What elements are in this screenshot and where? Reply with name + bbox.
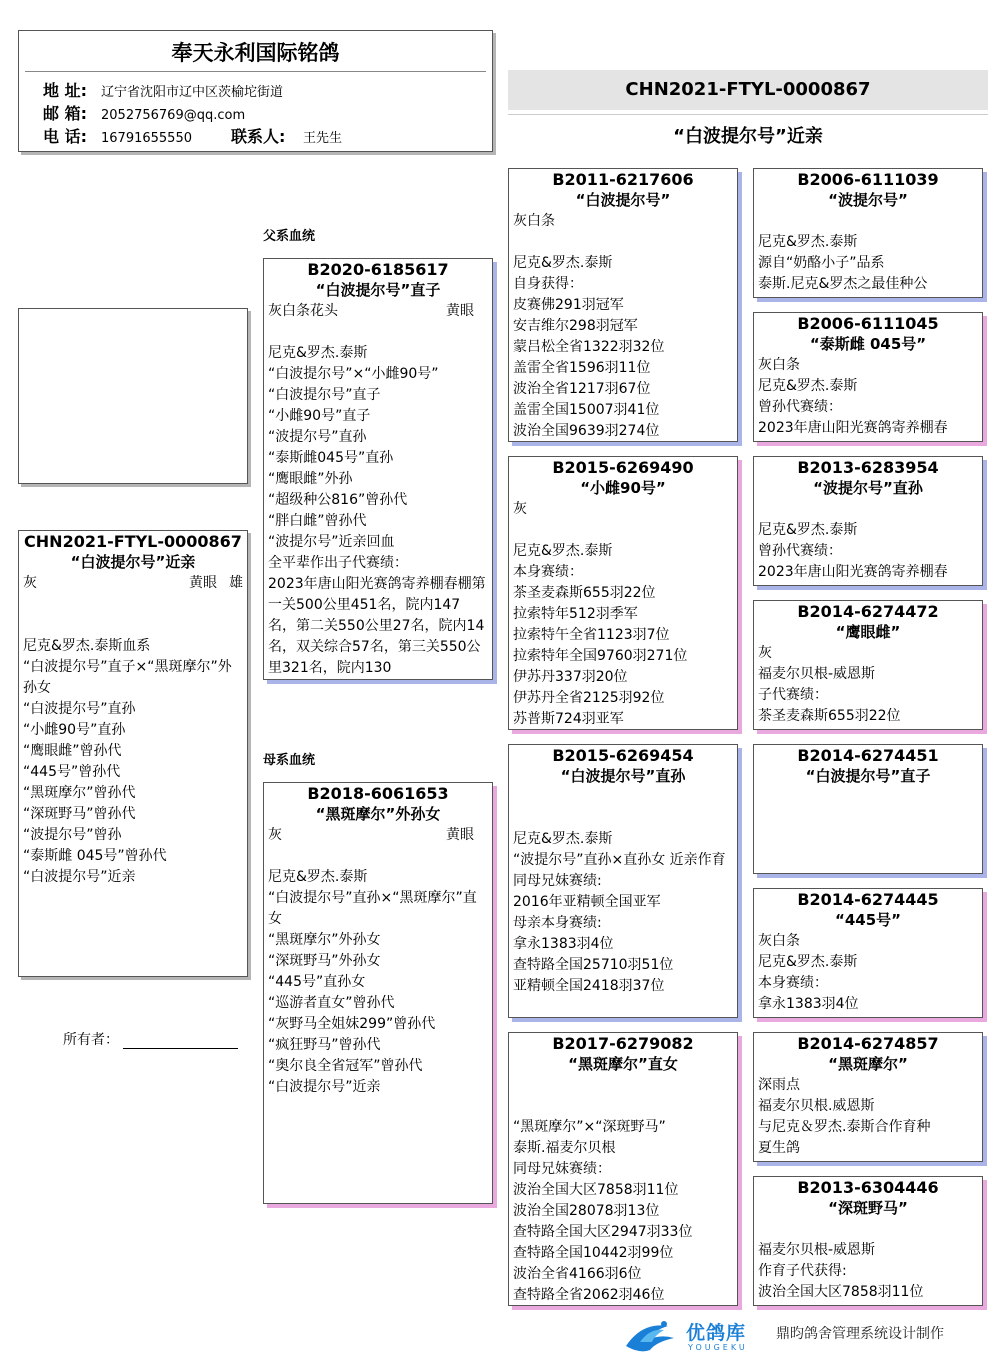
pedigree-line: 查特路全国25710羽51位 — [513, 957, 674, 973]
contact-label: 联系人: — [231, 127, 286, 146]
pedigree-line: “白波提尔号”近亲 — [23, 869, 136, 885]
dam-attrs — [264, 825, 492, 846]
ggp2-ring: B2006-6111045 — [797, 314, 939, 333]
phone-label: 电 话: — [43, 127, 87, 146]
dam-name: “黑斑摩尔”外孙女 — [315, 805, 441, 823]
ggp4-notes — [754, 643, 982, 727]
pedigree-line: “胖白雌”曾孙代 — [268, 513, 367, 529]
loft-header — [18, 30, 493, 152]
pedigree-line: “白波提尔号”直孙×“黑斑摩尔”直女 — [268, 890, 477, 927]
pedigree-line: 茶圣麦森斯655羽22位 — [513, 585, 656, 601]
brand-cn: 优鸽库 — [686, 1322, 747, 1344]
pedigree-line: 灰白条 — [758, 933, 800, 949]
pedigree-line: “波提尔号”曾孙 — [23, 827, 122, 843]
pedigree-line — [509, 1096, 737, 1117]
pedigree-line: 灰白条 — [758, 357, 800, 373]
pedigree-line: 尼克&罗杰.泰斯 — [758, 522, 858, 538]
pedigree-line: 作育子代获得: — [758, 1263, 847, 1279]
pedigree-line: “波提尔号”直孙×直孙女 近亲作育 — [513, 852, 726, 868]
ggp6-name: “445号” — [834, 911, 902, 929]
pedigree-line — [264, 846, 492, 867]
pedigree-line — [509, 1075, 737, 1096]
pedigree-line: 灰 — [758, 645, 772, 661]
ggp2-notes — [754, 355, 982, 439]
pedigree-line: 拿永1383羽4位 — [513, 936, 614, 952]
gp3-notes — [509, 787, 737, 997]
pedigree-line: “深斑野马”外孙女 — [268, 953, 381, 969]
pedigree-line: 曾孙代赛绩： — [758, 399, 842, 415]
pedigree-line: 查特路全国大区2947羽33位 — [513, 1224, 693, 1240]
pedigree-line: 福麦尔贝根.威恩斯 — [758, 1098, 875, 1114]
pedigree-line: 苏普斯724羽亚军 — [513, 711, 624, 727]
pedigree-line: 尼克&罗杰.泰斯 — [758, 378, 858, 394]
pedigree-line: 尼克&罗杰.泰斯 — [268, 869, 368, 885]
pedigree-line: “白波提尔号”直子×“黑斑摩尔”外孙女 — [23, 659, 232, 696]
pedigree-line — [509, 520, 737, 541]
gp1-name: “白波提尔号” — [575, 191, 671, 209]
pedigree-line — [754, 1219, 982, 1240]
pedigree-line: “泰斯雌045号”直孙 — [268, 450, 394, 466]
pedigree-line: 同母兄妹赛绩: — [513, 873, 602, 889]
subject-eye: 黄眼 — [189, 575, 217, 591]
pedigree-line: “深斑野马”曾孙代 — [23, 806, 136, 822]
pedigree-line: “巡游者直女”曾孙代 — [268, 995, 395, 1011]
email-value: 2052756769@qq.com — [101, 108, 246, 123]
pedigree-line: 伊苏丹337羽20位 — [513, 669, 628, 685]
subject-name: “白波提尔号”近亲 — [70, 553, 196, 571]
dam-notes — [264, 846, 492, 1098]
pedigree-line: 拉索特午全省1123羽7位 — [513, 627, 670, 643]
pedigree-line: 亚精顿全国2418羽37位 — [513, 978, 665, 994]
sire-color: 灰白条花头 — [268, 303, 338, 319]
granddam-maternal-card — [508, 1032, 738, 1306]
pedigree-line: 尼克&罗杰.泰斯 — [758, 954, 858, 970]
pedigree-line: “灰野马全姐妹299”曾孙代 — [268, 1016, 436, 1032]
owner-field — [63, 1029, 238, 1049]
subject-card — [18, 530, 248, 977]
owner-label: 所有者： — [63, 1032, 119, 1048]
pedigree-line: “白波提尔号”近亲 — [268, 1079, 381, 1095]
email-label: 邮 箱: — [43, 104, 87, 123]
pedigree-line: “波提尔号”直孙 — [268, 429, 367, 445]
brand-en: YOUGEKU — [688, 1343, 748, 1352]
pedigree-line: “白波提尔号”×“小雌90号” — [268, 366, 439, 382]
pedigree-line: “白波提尔号”直孙 — [23, 701, 136, 717]
ggp2-name: “泰斯雌 045号” — [809, 335, 927, 353]
granddam-paternal-card — [508, 456, 738, 730]
pedigree-line: 全平辈作出子代赛绩： — [268, 555, 408, 571]
gp4-notes — [509, 1075, 737, 1306]
grandsire-paternal-card — [508, 168, 738, 442]
pedigree-line: 拿永1383羽4位 — [758, 996, 859, 1012]
pedigree-line: 盖雷全国15007羽41位 — [513, 402, 660, 418]
ggp1-ring: B2006-6111039 — [797, 170, 939, 189]
pedigree-line: “白波提尔号”直子 — [268, 387, 381, 403]
brand-logo-icon — [620, 1316, 682, 1356]
owner-underline — [123, 1034, 238, 1049]
pedigree-line: 夏生鸽 — [758, 1140, 800, 1156]
ggp7-card — [753, 1032, 983, 1162]
address-row — [19, 80, 492, 103]
ggp7-notes — [754, 1075, 982, 1159]
ggp4-name: “鹰眼雌” — [835, 623, 901, 641]
pedigree-line: 查特路全国10442羽99位 — [513, 1245, 674, 1261]
gp3-ring: B2015-6269454 — [552, 746, 694, 765]
pedigree-line: 尼克&罗杰.泰斯 — [268, 345, 368, 361]
pedigree-line: 泰斯.尼克&罗杰之最佳种公 — [758, 276, 928, 292]
ggp8-notes — [754, 1219, 982, 1303]
email-row — [19, 103, 492, 126]
gp2-name: “小雌90号” — [580, 479, 666, 497]
grandsire-maternal-card — [508, 744, 738, 1018]
dam-eye: 黄眼 — [446, 827, 474, 843]
pedigree-line: 皮赛佛291羽冠军 — [513, 297, 624, 313]
ggp1-card — [753, 168, 983, 298]
pedigree-line: 茶圣麦森斯655羽22位 — [758, 708, 901, 724]
ggp2-card — [753, 312, 983, 442]
sire-ring: B2020-6185617 — [307, 260, 449, 279]
pedigree-line: 查特路全省2062羽46位 — [513, 1287, 665, 1303]
pedigree-line: 同母兄妹赛绩： — [513, 1161, 611, 1177]
contact-value: 王先生 — [303, 131, 343, 146]
address-label: 地 址: — [43, 81, 87, 100]
ggp3-name: “波提尔号”直孙 — [813, 479, 923, 497]
pedigree-line: “445号”曾孙代 — [23, 764, 121, 780]
pedigree-line: 灰白条 — [513, 213, 555, 229]
pedigree-line: 灰 — [513, 501, 527, 517]
pedigree-line: “小雌90号”直孙 — [23, 722, 126, 738]
pedigree-line: 母亲本身赛绩: — [513, 915, 602, 931]
pedigree-line: “疯狂野马”曾孙代 — [268, 1037, 381, 1053]
sire-card — [263, 258, 493, 680]
dam-card — [263, 782, 493, 1204]
sire-name: “白波提尔号”直子 — [315, 281, 441, 299]
pedigree-line: 深雨点 — [758, 1077, 800, 1093]
phone-value: 16791655550 — [101, 131, 192, 146]
ggp7-name: “黑斑摩尔” — [828, 1055, 908, 1073]
banner-ring: CHN2021-FTYL-0000867 — [625, 79, 871, 100]
pedigree-line: 源自“奶酪小子”品系 — [758, 255, 885, 271]
maternal-label: 母系血统 — [263, 753, 316, 768]
ggp8-name: “深斑野马” — [828, 1199, 908, 1217]
credit-text: 鼎昀鸽舍管理系统设计制作 — [776, 1326, 944, 1342]
pedigree-line: 泰斯.福麦尔贝根 — [513, 1140, 616, 1156]
gp2-notes — [509, 499, 737, 730]
ggp3-ring: B2013-6283954 — [797, 458, 939, 477]
pedigree-line: 尼克&罗杰.泰斯 — [513, 543, 613, 559]
pedigree-line: 尼克&罗杰.泰斯 — [513, 831, 613, 847]
pedigree-line — [754, 499, 982, 520]
pedigree-line: 波治全省4166羽6位 — [513, 1266, 642, 1282]
pedigree-line: “黑斑摩尔”外孙女 — [268, 932, 381, 948]
paternal-label: 父系血统 — [263, 229, 316, 244]
pedigree-line: 拉索特年全国9760羽271位 — [513, 648, 688, 664]
pedigree-line: “小雌90号”直子 — [268, 408, 371, 424]
pedigree-line: “泰斯雌 045号”曾孙代 — [23, 848, 167, 864]
pedigree-line: 波治全国大区7858羽11位 — [513, 1182, 679, 1198]
sire-eye: 黄眼 — [446, 303, 474, 319]
gp4-name: “黑斑摩尔”直女 — [568, 1055, 678, 1073]
sire-notes — [264, 322, 492, 679]
pedigree-banner — [508, 70, 988, 110]
ggp5-card — [753, 744, 983, 874]
pedigree-line: “奥尔良全省冠军”曾孙代 — [268, 1058, 423, 1074]
subject-color: 灰 — [23, 575, 37, 591]
ggp8-card — [753, 1176, 983, 1306]
pedigree-line: “黑斑摩尔”×“深斑野马” — [513, 1119, 666, 1135]
pedigree-line: 尼克&罗杰.泰斯 — [513, 255, 613, 271]
pedigree-line: 波治全国28078羽13位 — [513, 1203, 660, 1219]
pedigree-line: 福麦尔贝根-威恩斯 — [758, 1242, 876, 1258]
gp3-name: “白波提尔号”直孙 — [560, 767, 686, 785]
dam-color: 灰 — [268, 827, 282, 843]
pigeon-photo — [18, 308, 248, 484]
gp1-ring: B2011-6217606 — [552, 170, 694, 189]
pedigree-line — [509, 808, 737, 829]
pedigree-line — [264, 322, 492, 343]
footer — [620, 1314, 1000, 1360]
pedigree-line: “鹰眼雌”外孙 — [268, 471, 353, 487]
pedigree-line: 尼克&罗杰.泰斯血系 — [23, 638, 151, 654]
pedigree-line — [754, 211, 982, 232]
subject-sex: 雄 — [229, 575, 243, 591]
pedigree-line: 尼克&罗杰.泰斯 — [758, 234, 858, 250]
pedigree-line: 与尼克＆罗杰.泰斯合作育种 — [758, 1119, 931, 1135]
dam-ring: B2018-6061653 — [307, 784, 449, 803]
subject-ring: CHN2021-FTYL-0000867 — [24, 532, 242, 551]
pedigree-line: 波治全国9639羽274位 — [513, 423, 660, 439]
pedigree-line: 盖雷全省1596羽11位 — [513, 360, 651, 376]
pedigree-line: 波治全省1217羽67位 — [513, 381, 651, 397]
pedigree-line: “超级种公816”曾孙代 — [268, 492, 408, 508]
pedigree-line: “波提尔号”近亲回血 — [268, 534, 395, 550]
pedigree-line: 曾孙代赛绩： — [758, 543, 842, 559]
gp1-notes — [509, 211, 737, 442]
gp4-ring: B2017-6279082 — [552, 1034, 694, 1053]
ggp4-card — [753, 600, 983, 730]
pedigree-line: 蒙吕松全省1322羽32位 — [513, 339, 665, 355]
subject-attrs — [19, 573, 247, 594]
pedigree-line: “445号”直孙女 — [268, 974, 366, 990]
loft-name: 奉天永利国际铭鸽 — [171, 41, 340, 65]
ggp3-card — [753, 456, 983, 586]
sire-attrs — [264, 301, 492, 322]
pedigree-line — [509, 232, 737, 253]
ggp1-name: “波提尔号” — [828, 191, 908, 209]
gp2-ring: B2015-6269490 — [552, 458, 694, 477]
subject-notes — [19, 636, 247, 888]
banner-name: “白波提尔号”近亲 — [673, 126, 823, 147]
address-value: 辽宁省沈阳市辽中区茨榆坨街道 — [101, 85, 284, 100]
ggp5-name: “白波提尔号”直子 — [805, 767, 931, 785]
pedigree-line: 自身获得： — [513, 276, 583, 292]
pedigree-line: 2016年亚精顿全国亚军 — [513, 894, 661, 910]
pedigree-line: 本身赛绩： — [758, 975, 828, 991]
phone-row — [19, 126, 492, 149]
ggp4-ring: B2014-6274472 — [797, 602, 939, 621]
pedigree-line: 伊苏丹全省2125羽92位 — [513, 690, 665, 706]
ggp6-ring: B2014-6274445 — [797, 890, 939, 909]
ggp8-ring: B2013-6304446 — [797, 1178, 939, 1197]
ggp5-ring: B2014-6274451 — [797, 746, 939, 765]
banner-underline — [508, 114, 988, 115]
pedigree-line: 安吉维尔298羽冠军 — [513, 318, 638, 334]
pedigree-line: 2023年唐山阳光赛鸽寄养棚春 — [758, 564, 948, 580]
pedigree-line: “鹰眼雌”曾孙代 — [23, 743, 122, 759]
ggp3-notes — [754, 499, 982, 583]
ggp1-notes — [754, 211, 982, 295]
ggp6-notes — [754, 931, 982, 1015]
pedigree-line: 2023年唐山阳光赛鸽寄养棚春 — [758, 420, 948, 436]
pedigree-line: 本身赛绩： — [513, 564, 583, 580]
pedigree-line: 拉索特年512羽季军 — [513, 606, 638, 622]
ggp6-card — [753, 888, 983, 1018]
pedigree-line — [509, 787, 737, 808]
pedigree-line: 福麦尔贝根-威恩斯 — [758, 666, 876, 682]
pedigree-line: 2023年唐山阳光赛鸽寄养棚春棚第一关500公里451名，院内147名，第二关550公里27名，院内14名，双关综合57名，第三关550公里321名，院内130 — [268, 576, 486, 676]
ggp7-ring: B2014-6274857 — [797, 1034, 939, 1053]
pedigree-line: “黑斑摩尔”曾孙代 — [23, 785, 136, 801]
pedigree-line: 子代赛绩： — [758, 687, 828, 703]
pedigree-line: 波治全国大区7858羽11位 — [758, 1284, 924, 1300]
